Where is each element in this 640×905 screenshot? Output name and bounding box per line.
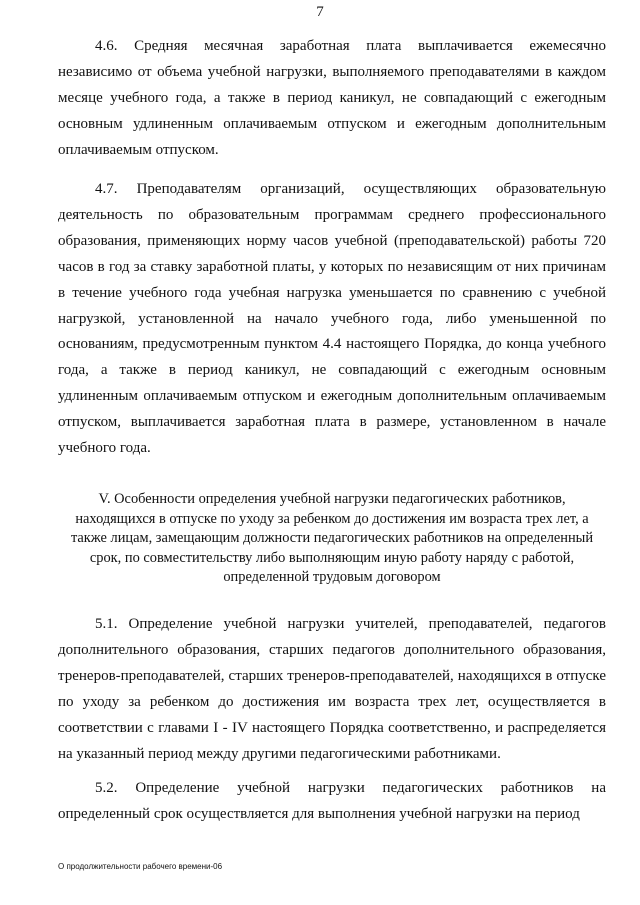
paragraph-4-7: 4.7. Преподавателям организаций, осуществляющих образовательную деятельность по образовательным программам среднего профессионального образования, применяющих норму часов учебной (преподавательской) работы 720 часов в год за ставку заработной платы, у которых по независящим от них причинам в течение учебного года учебная нагрузка уменьшается по сравнению с учебной нагрузкой, установленной на начало учебного года, либо уменьшенной по основаниям, предусмотренным пунктом 4.4 настоящего Порядка, до конца учебного года, а также в период каникул, не совпадающий с ежегодным основным удлиненным оплачиваемым отпуском и ежегодным дополнительным оплачиваемым отпуском, выплачивается заработная плата в размере, установленном в начале учебного года. bbox=[58, 181, 606, 457]
footer-doc-name: О продолжительности рабочего времени-06 bbox=[58, 862, 223, 871]
paragraph-5-1: 5.1. Определение учебной нагрузки учителей, преподавателей, педагогов дополнительного образования, старших педагогов дополнительного образования, тренеров-преподавателей, старших тренеров-преподавателей, находящихся в отпуске по уходу за ребенком до достижения им возраста трех лет, осуществляется в соответствии с главами I - IV настоящего Порядка соответственно, и распределяется на указанный период между другими педагогическими работниками. bbox=[58, 616, 606, 762]
section-v-heading: V. Особенности определения учебной нагрузки педагогических работников, находящихся в отпуске по уходу за ребенком до достижения им возраста трех лет, а также лицам, замещающим должности педагогических работников на определенный срок, по совместительству либо выполняющим иную работу наряду с работой, определенной трудовым договором bbox=[70, 491, 594, 585]
paragraph-5-2: 5.2. Определение учебной нагрузки педагогических работников на определенный срок осуществляется для выполнения учебной нагрузки на период bbox=[58, 780, 606, 822]
page-number: 7 bbox=[316, 4, 324, 20]
paragraph-4-6: 4.6. Средняя месячная заработная плата выплачивается ежемесячно независимо от объема учебной нагрузки, выполняемого преподавателями в каждом месяце учебного года, а также в период каникул, не совпадающий с ежегодным основным удлиненным оплачиваемым отпуском и ежегодным дополнительным оплачиваемым отпуском. bbox=[58, 38, 606, 158]
